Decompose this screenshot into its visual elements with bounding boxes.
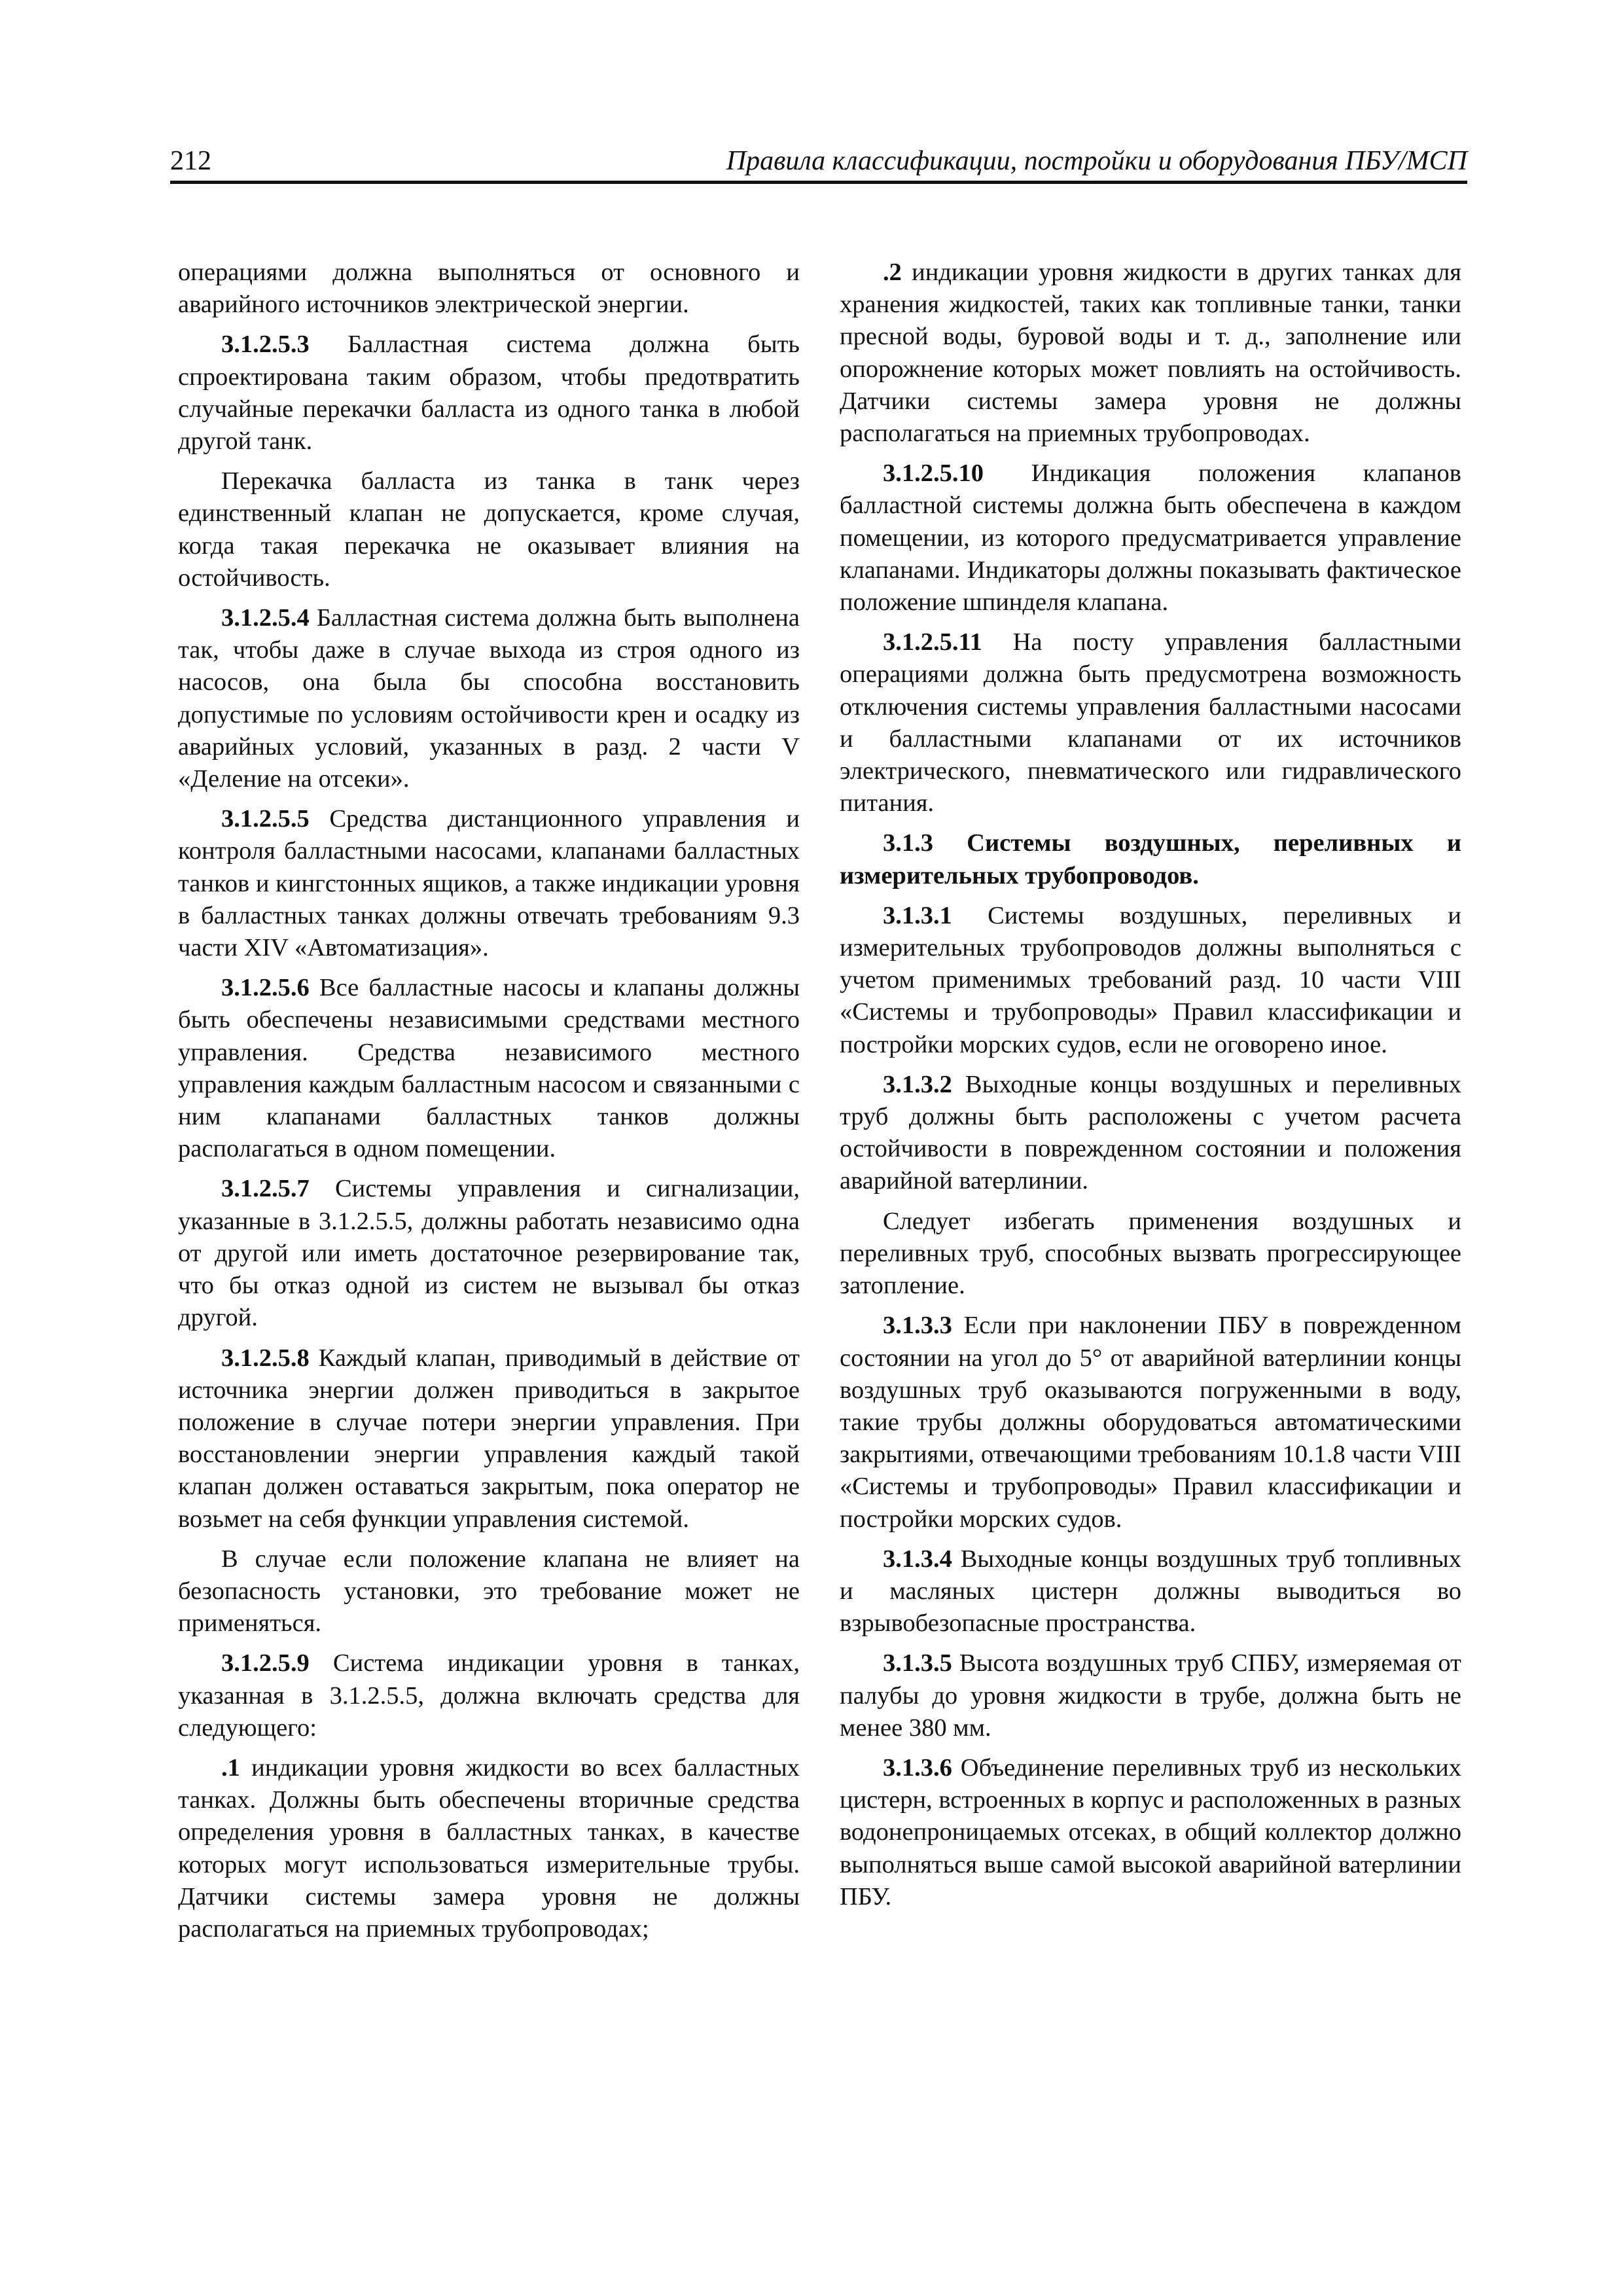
right-column xyxy=(840,257,1461,1921)
clause-3-1-2-5-11: 3.1.2.5.11 На посту управления балластными операциями должна быть предусмотрена возможность отключения системы управления балластными насосами и балластными клапанами от их источников электрического, пневматического или гидравлического питания. xyxy=(840,628,1461,817)
clause-3-1-3-5: 3.1.3.5 Высота воздушных труб СПБУ, измеряемая от палубы до уровня жидкости в трубе, должна быть не менее 380 мм. xyxy=(840,1649,1461,1742)
paragraph: В случае если положение клапана не влияет на безопасность установки, это требование может не применяться. xyxy=(178,1545,800,1638)
paragraph: Перекачка балласта из танка в танк через единственный клапан не допускается, кроме случая, когда такая перекачка не оказывает влияния на остойчивость. xyxy=(178,467,800,592)
paragraph: Следует избегать применения воздушных и переливных труб, способных вызвать прогрессирующее затопление. xyxy=(840,1207,1461,1300)
clause-3-1-2-5-9: 3.1.2.5.9 Система индикации уровня в танках, указанная в 3.1.2.5.5, должна включать средства для следующего: xyxy=(178,1649,800,1742)
left-column xyxy=(178,257,800,1953)
list-item-1: .1 индикации уровня жидкости во всех балластных танках. Должны быть обеспечены вторичные средства определения уровня в балластных танках, в качестве которых могут использоваться измерительные трубы. Датчики системы замера уровня не должны располагаться на приемных трубопроводах; xyxy=(178,1753,800,1943)
clause-3-1-3-3: 3.1.3.3 Если при наклонении ПБУ в поврежденном состоянии на угол до 5° от аварийной ватерлинии концы воздушных труб оказываются погруженными в воду, такие трубы должны оборудоваться автоматическими закрытиями, отвечающими требованиям 10.1.8 части VIII «Системы и трубопроводы» Правил классификации и постройки морских судов. xyxy=(840,1312,1461,1533)
clause-3-1-3-2: 3.1.3.2 Выходные концы воздушных и переливных труб должны быть расположены с учетом расчета остойчивости в поврежденном состоянии и положения аварийной ватерлинии. xyxy=(840,1070,1461,1195)
page-number: 212 xyxy=(170,146,211,176)
running-title: Правила классификации, постройки и оборудования ПБУ/МСП xyxy=(726,146,1467,176)
section-heading: 3.1.3 Системы воздушных, переливных и измерительных трубопроводов. xyxy=(840,829,1461,889)
clause-3-1-2-5-5: 3.1.2.5.5 Средства дистанционного управления и контроля балластными насосами, клапанами балластных танков и кингстонных ящиков, а также индикации уровня в балластных танках должны отвечать требованиям 9.3 части XIV «Автоматизация». xyxy=(178,805,800,962)
page-header xyxy=(170,143,1467,184)
clause-3-1-2-5-3: 3.1.2.5.3 Балластная система должна быть спроектирована таким образом, чтобы предотвратить случайные перекачки балласта из одного танка в любой другой танк. xyxy=(178,331,800,456)
clause-3-1-2-5-6: 3.1.2.5.6 Все балластные насосы и клапаны должны быть обеспечены независимыми средствами местного управления. Средства независимого местного управления каждым балластным насосом и связанными с ним клапанами балластных танков должны располагаться в одном помещении. xyxy=(178,974,800,1163)
clause-3-1-2-5-8: 3.1.2.5.8 Каждый клапан, приводимый в действие от источника энергии должен приводиться в закрытое положение в случае потери энергии управления. При восстановлении энергии управления каждый такой клапан должен оставаться закрытым, пока оператор не возьмет на себя функции управления системой. xyxy=(178,1344,800,1533)
clause-3-1-3-4: 3.1.3.4 Выходные концы воздушных труб топливных и масляных цистерн должны выводиться во взрывобезопасные пространства. xyxy=(840,1545,1461,1638)
paragraph: операциями должна выполняться от основного и аварийного источников электрической энергии. xyxy=(178,259,800,319)
clause-3-1-2-5-10: 3.1.2.5.10 Индикация положения клапанов балластной системы должна быть обеспечена в каждом помещении, из которого предусматривается управление клапанами. Индикаторы должны показывать фактическое положение шпинделя клапана. xyxy=(840,459,1461,617)
list-item-2: .2 индикации уровня жидкости в других танках для хранения жидкостей, таких как топливные танки, танки пресной воды, буровой воды и т. д., заполнение или опорожнение которых может повлиять на остойчивость. Датчики системы замера уровня не должны располагаться на приемных трубопроводах. xyxy=(840,259,1461,448)
clause-3-1-2-5-7: 3.1.2.5.7 Системы управления и сигнализации, указанные в 3.1.2.5.5, должны работать независимо одна от другой или иметь достаточное резервирование так, что бы отказ одной из систем не вызывал бы отказ другой. xyxy=(178,1175,800,1332)
clause-3-1-3-6: 3.1.3.6 Объединение переливных труб из нескольких цистерн, встроенных в корпус и расположенных в разных водонепроницаемых отсеках, в общий коллектор должно выполняться выше самой высокой аварийной ватерлинии ПБУ. xyxy=(840,1753,1461,1910)
clause-3-1-3-1: 3.1.3.1 Системы воздушных, переливных и измерительных трубопроводов должны выполняться с учетом применимых требований разд. 10 части VIII «Системы и трубопроводы» Правил классификации и постройки морских судов, если не оговорено иное. xyxy=(840,901,1461,1058)
clause-3-1-2-5-4: 3.1.2.5.4 Балластная система должна быть выполнена так, чтобы даже в случае выхода из строя одного из насосов, она была бы способна восстановить допустимые по условиям остойчивости крен и осадку из аварийных условий, указанных в разд. 2 части V «Деление на отсеки». xyxy=(178,604,800,793)
